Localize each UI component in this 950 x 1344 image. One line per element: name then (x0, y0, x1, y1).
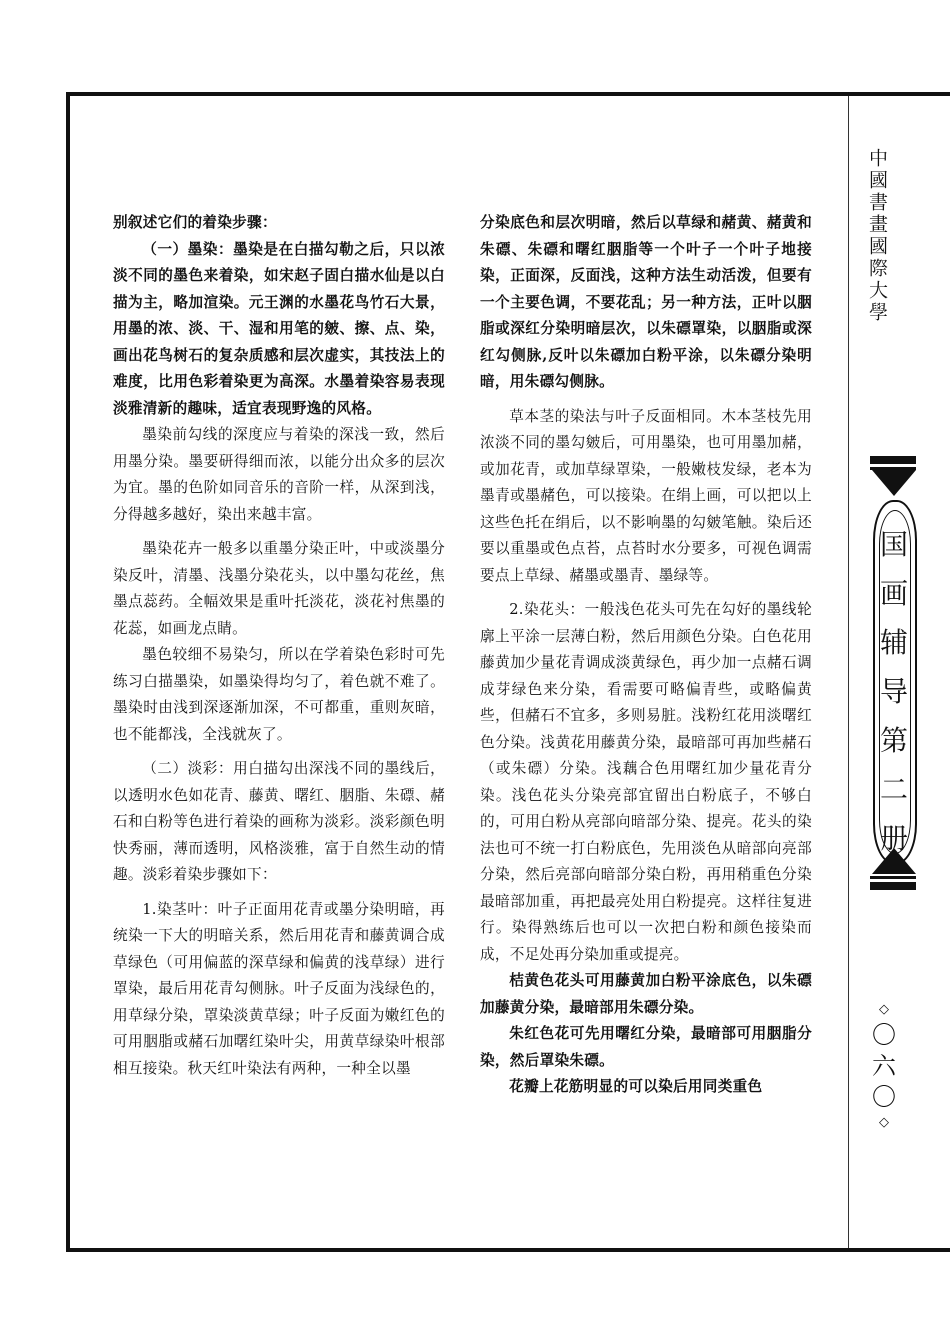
page-number-char: 六 (872, 1052, 896, 1080)
book-title (872, 520, 916, 863)
book-title-char: 册 (879, 822, 908, 855)
frame-top-border (66, 92, 950, 96)
frame-left-border (66, 92, 70, 1252)
paragraph: （二）淡彩：用白描勾出深浅不同的墨线后，以透明水色如花青、藤黄、曙红、胭脂、朱磦、赭石和白粉等色进行着染的画称为淡彩。淡彩颜色明快秀丽，薄而透明，风格淡雅，富于自然生动的情趣。淡彩着染步骤如下： (113, 760, 445, 883)
text-column-left (113, 210, 445, 1082)
banner-top-ornament (872, 470, 916, 496)
text-column-right (480, 210, 812, 1101)
paragraph: 墨色较细不易染匀，所以在学着染色彩时可先练习白描墨染，如墨染得均匀了，着色就不难了。墨染时由浅到深逐渐加深，不可都重，重则灰暗，也不能都浅，全浅就灰了。 (113, 646, 445, 743)
paragraph: 分染底色和层次明暗，然后以草绿和赭黄、赭黄和朱磦、朱磦和曙红胭脂等一个叶子一个叶子地接染，正面深，反面浅，这种方法生动活泼，但要有一个主要色调，不要花乱；另一种方法，正叶以胭脂或深红分染明暗层次，以朱磦罩染，以胭脂或深红勾侧脉,反叶以朱磦加白粉平涂，以朱磦分染明暗，用朱磦勾侧脉。 (480, 214, 812, 390)
book-title-char: 导 (879, 675, 908, 708)
paragraph: 墨染前勾线的深度应与着染的深浅一致，然后用墨分染。墨要研得细而浓，以能分出众多的层次为宜。墨的色阶如同音乐的音阶一样，从深到浅，分得越多越好，染出来越丰富。 (113, 426, 445, 523)
book-title-char: 二 (879, 773, 908, 806)
book-title-char: 国 (879, 528, 908, 561)
paragraph: 朱红色花可先用曙红分染，最暗部可用胭脂分染，然后罩染朱磦。 (480, 1025, 812, 1069)
series-title: 中國書畫國際大學 (866, 148, 888, 324)
paragraph: 别叙述它们的着染步骤： (113, 214, 277, 231)
paragraph: 花瓣上花筋明显的可以染后用同类重色 (509, 1078, 763, 1095)
paragraph: 桔黄色花头可用藤黄加白粉平涂底色，以朱磦加藤黄分染，最暗部用朱磦分染。 (480, 972, 812, 1016)
paragraph: 草本茎的染法与叶子反面相同。木本茎枝先用浓淡不同的墨勾皴后，可用墨染，也可用墨加赭，或加花青，或加草绿罩染，一般嫩枝发绿，老本为墨青或墨赭色，可以接染。在绢上画，可以把以上这些色托在绢后，以不影响墨的勾皴笔触。染后还要以重墨或色点苔，点苔时水分要多，可视色调需要点上草绿、赭墨或墨青、墨绿等。 (480, 407, 812, 584)
banner-bottom-band-thin (870, 876, 916, 879)
frame-bottom-border (66, 1248, 950, 1252)
book-title-char: 辅 (879, 626, 908, 659)
paragraph: 1.染茎叶：叶子正面用花青或墨分染明暗，再统染一下大的明暗关系，然后用花青和藤黄调合成草绿色（可用偏蓝的深草绿和偏黄的浅草绿）进行罩染，最后用花青勾侧脉。叶子反面为浅绿色的，用草绿分染，罩染淡黄草绿；叶子反面为嫩红色的可用胭脂或赭石加曙红染叶尖，用黄草绿染叶根部相互接染。秋天红叶染法有两种，一种全以墨 (113, 900, 445, 1077)
page-number-char: 〇 (872, 1083, 896, 1111)
diamond-ornament-icon: ◇ (879, 1002, 889, 1017)
book-title-char: 第 (879, 724, 908, 757)
paragraph: （一）墨染：墨染是在白描勾勒之后，只以浓淡不同的墨色来着染，如宋赵子固白描水仙是以白描为主，略加渲染。元王渊的水墨花鸟竹石大景，用墨的浓、淡、干、湿和用笔的皴、擦、点、染，画出花鸟树石的复杂质感和层次虚实，其技法上的难度，比用色彩着染更为高深。水墨着染容易表现淡雅清新的趣味，适宜表现野逸的风格。 (113, 240, 445, 417)
margin-divider (848, 96, 849, 1248)
paragraph: 2.染花头：一般浅色花头可先在勾好的墨线轮廓上平涂一层薄白粉，然后用颜色分染。白色花用藤黄加少量花青调成淡黄绿色，再少加一点赭石调成芽绿色来分染，看需要可略偏青些，或略偏黄些，但赭石不宜多，多则易脏。浅粉红花用淡曙红色分染。浅黄花用藤黄分染，最暗部可再加些赭石（或朱磦）分染。浅藕合色用曙红加少量花青分染。浅色花头分染亮部宜留出白粉底子，不够白的，可用白粉从亮部向暗部分染、提亮。花头的染法也可不统一打白粉底色，先用淡色从暗部向亮部分染，然后亮部向暗部分染白粉，再用稍重色分染最暗部加重，再把最亮处用白粉提亮。这样往复进行。染得熟练后也可以一次把白粉和颜色接染而成，不足处再分染加重或提亮。 (480, 601, 812, 963)
banner-bottom-band (870, 882, 916, 890)
page-number-char: 〇 (872, 1021, 896, 1049)
book-title-char: 画 (879, 577, 908, 610)
banner-bottom-ornament (872, 848, 916, 874)
diamond-ornament-icon: ◇ (879, 1115, 889, 1130)
page-number (862, 1000, 906, 1133)
banner-top-band (870, 456, 916, 464)
paragraph: 墨染花卉一般多以重墨分染正叶，中或淡墨分染反叶，清墨、浅墨分染花头，以中墨勾花丝，焦墨点蕊药。全幅效果是重叶托淡花，淡花衬焦墨的花蕊，如画龙点睛。 (113, 540, 445, 637)
